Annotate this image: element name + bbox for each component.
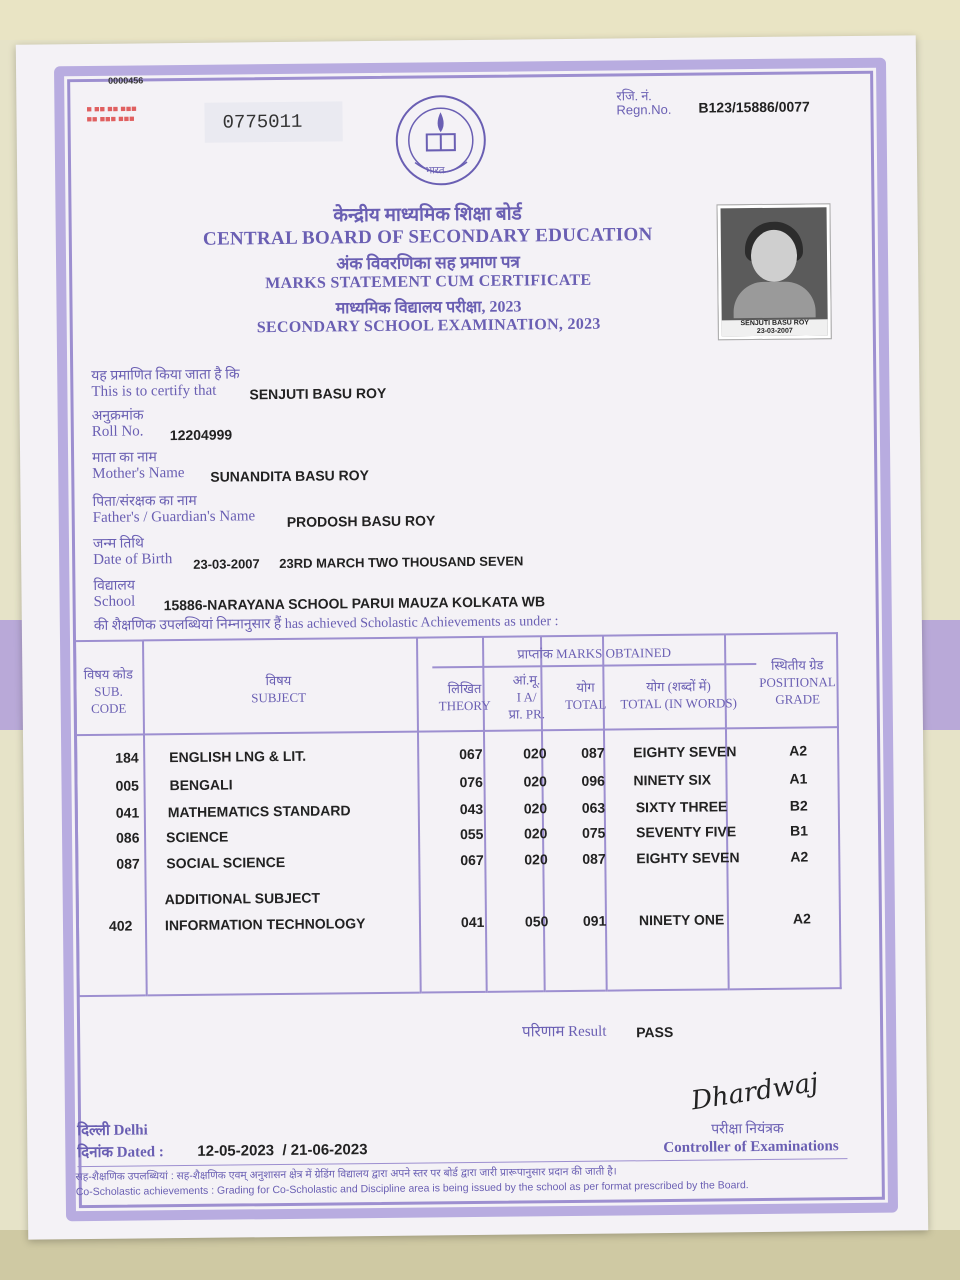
row-words: SIXTY THREE [635,798,728,816]
controller-english: Controller of Examinations [663,1138,839,1157]
row-ia: 020 [523,825,548,842]
header-code: विषय कोड SUB. CODE [83,666,134,716]
row-ia: 020 [523,745,547,762]
row-total: 096 [581,772,605,789]
row-total: 075 [581,824,606,841]
row-words: NINETY SIX [633,771,712,789]
achievements-intro: की शैक्षणिक उपलब्धियां निम्नानुसार हैं has achieved Scholastic Achievements as under : [93,614,559,634]
row-total: 063 [581,799,606,816]
father-name: PRODOSH BASU ROY [286,512,436,530]
row-code: 184 [115,749,139,766]
row-grade: A2 [789,742,808,759]
emblem-country: भारत [425,165,445,177]
regn-label-en: Regn.No. [616,101,672,118]
background-fabric-top [0,0,960,40]
result-label: परिणाम Result [522,1023,607,1041]
serial-number: 0775011 [204,101,342,142]
board-name-hindi: केन्द्रीय माध्यमिक शिक्षा बोर्ड [333,203,522,227]
footnote-english: Co-Scholastic achievements : Grading for Co-Scholastic and Discipline area is being issued by the school as per format prescribed by the Board. [75,1179,749,1199]
dated-value: 12-05-2023 / 21-06-2023 [197,1141,368,1160]
row-grade: B1 [789,822,809,839]
school-hindi: विद्यालय [93,578,135,594]
student-name: SENJUTI BASU ROY [249,384,387,403]
row-ia: 020 [523,773,547,790]
place: दिल्ली Delhi [77,1122,148,1140]
mother-hindi: माता का नाम [92,450,157,466]
row-words: NINETY ONE [638,911,725,929]
dob-hindi: जन्म तिथि [92,536,144,552]
row-total: 087 [581,744,605,761]
row-total: 087 [582,850,606,867]
regn-number: B123/15886/0077 [698,98,810,116]
serial-small: 0000456 [108,75,144,86]
row-code: 402 [108,917,133,934]
header-theory: लिखित THEORY [438,680,491,714]
row-subject: ENGLISH LNG & LIT. [169,747,307,766]
header-ia: आं.मू. I A/ प्रा. PR. [508,672,546,722]
row-code: 041 [115,804,140,821]
row-subject: SOCIAL SCIENCE [166,853,286,872]
certify-english: This is to certify that [91,382,217,400]
row-grade: A1 [789,770,808,787]
photo-caption-name: SENJUTI BASU ROY [740,319,809,328]
mother-name: SUNANDITA BASU ROY [210,467,370,485]
row-grade: B2 [789,797,808,814]
row-ia: 020 [523,800,548,817]
exam-english: SECONDARY SCHOOL EXAMINATION, 2023 [256,315,601,337]
row-code: 087 [116,855,140,872]
exam-hindi: माध्यमिक विद्यालय परीक्षा, 2023 [335,298,522,318]
school-english: School [93,593,136,610]
father-hindi: पिता/संरक्षक का नाम [92,493,197,510]
row-theory: 041 [460,913,485,931]
header-total-words: योग (शब्दों में) TOTAL (IN WORDS) [620,678,737,712]
footnote-hindi: सह-शैक्षणिक उपलब्धियां : सह-शैक्षणिक एवम् अनुशासन क्षेत्र में ग्रेडिंग विद्यालय द्वारा अपने स्तर पर बोर्ड द्वारा जारी प्रारूपानुसार प्रदान की जाती है। [75,1165,617,1184]
header-block [167,198,688,338]
roll-number: 12204999 [169,426,233,444]
roll-hindi: अनुक्रमांक [91,408,144,424]
header-grade: स्थितीय ग्रेड POSITIONAL GRADE [759,657,836,707]
student-photo [717,204,830,339]
row-grade: A2 [792,910,811,927]
row-words: EIGHTY SEVEN [633,743,737,761]
dob-words: 23RD MARCH TWO THOUSAND SEVEN [279,553,524,572]
dob-value: 23-03-2007 [193,556,260,572]
photo-caption-date: 23-03-2007 [756,327,793,335]
controller-signature: Dhardwaj [689,1067,821,1117]
mother-english: Mother's Name [92,465,185,482]
header-marks-obtained: प्राप्तांक MARKS OBTAINED [517,644,672,662]
row-grade: A2 [790,848,809,865]
school-name: 15886-NARAYANA SCHOOL PARUI MAUZA KOLKATA WB [163,593,546,614]
title-hindi: अंक विवरणिका सह प्रमाण पत्र [336,252,520,274]
father-english: Father's / Guardian's Name [92,508,256,526]
additional-subject-label: ADDITIONAL SUBJECT [164,889,321,908]
board-name-english: CENTRAL BOARD OF SECONDARY EDUCATION [202,224,653,250]
roll-english: Roll No. [91,423,144,440]
header-total: योग TOTAL [564,679,607,713]
row-subject: MATHEMATICS STANDARD [167,802,351,821]
row-total: 091 [582,912,607,929]
row-code: 005 [115,777,139,794]
row-theory: 043 [459,800,484,818]
row-theory: 076 [459,773,483,791]
row-ia: 020 [524,851,548,868]
row-subject: SCIENCE [165,828,229,846]
row-subject: BENGALI [169,776,233,794]
row-subject: INFORMATION TECHNOLOGY [164,915,366,934]
row-theory: 055 [459,825,484,843]
row-code: 086 [115,829,140,846]
row-words: EIGHTY SEVEN [636,849,740,867]
result-value: PASS [636,1023,674,1041]
controller-hindi: परीक्षा नियंत्रक [711,1121,784,1138]
dob-english: Date of Birth [93,551,173,568]
dated-label: दिनांक Dated : [77,1144,164,1162]
certificate-paper [16,35,928,1239]
title-english: MARKS STATEMENT CUM CERTIFICATE [265,271,592,293]
regn-label-hi: रजि. नं. [616,88,652,104]
certify-hindi: यह प्रमाणित किया जाता है कि [91,367,240,384]
row-ia: 050 [524,913,549,930]
row-words: SEVENTY FIVE [635,823,737,841]
header-subject: विषय SUBJECT [251,672,307,706]
row-theory: 067 [460,851,484,869]
red-stamp-mark: ■ ■■ ■■ ■■■ ■■ ■■■ ■■■ [86,103,137,125]
cbse-emblem-icon [386,92,495,193]
row-theory: 067 [459,745,483,763]
